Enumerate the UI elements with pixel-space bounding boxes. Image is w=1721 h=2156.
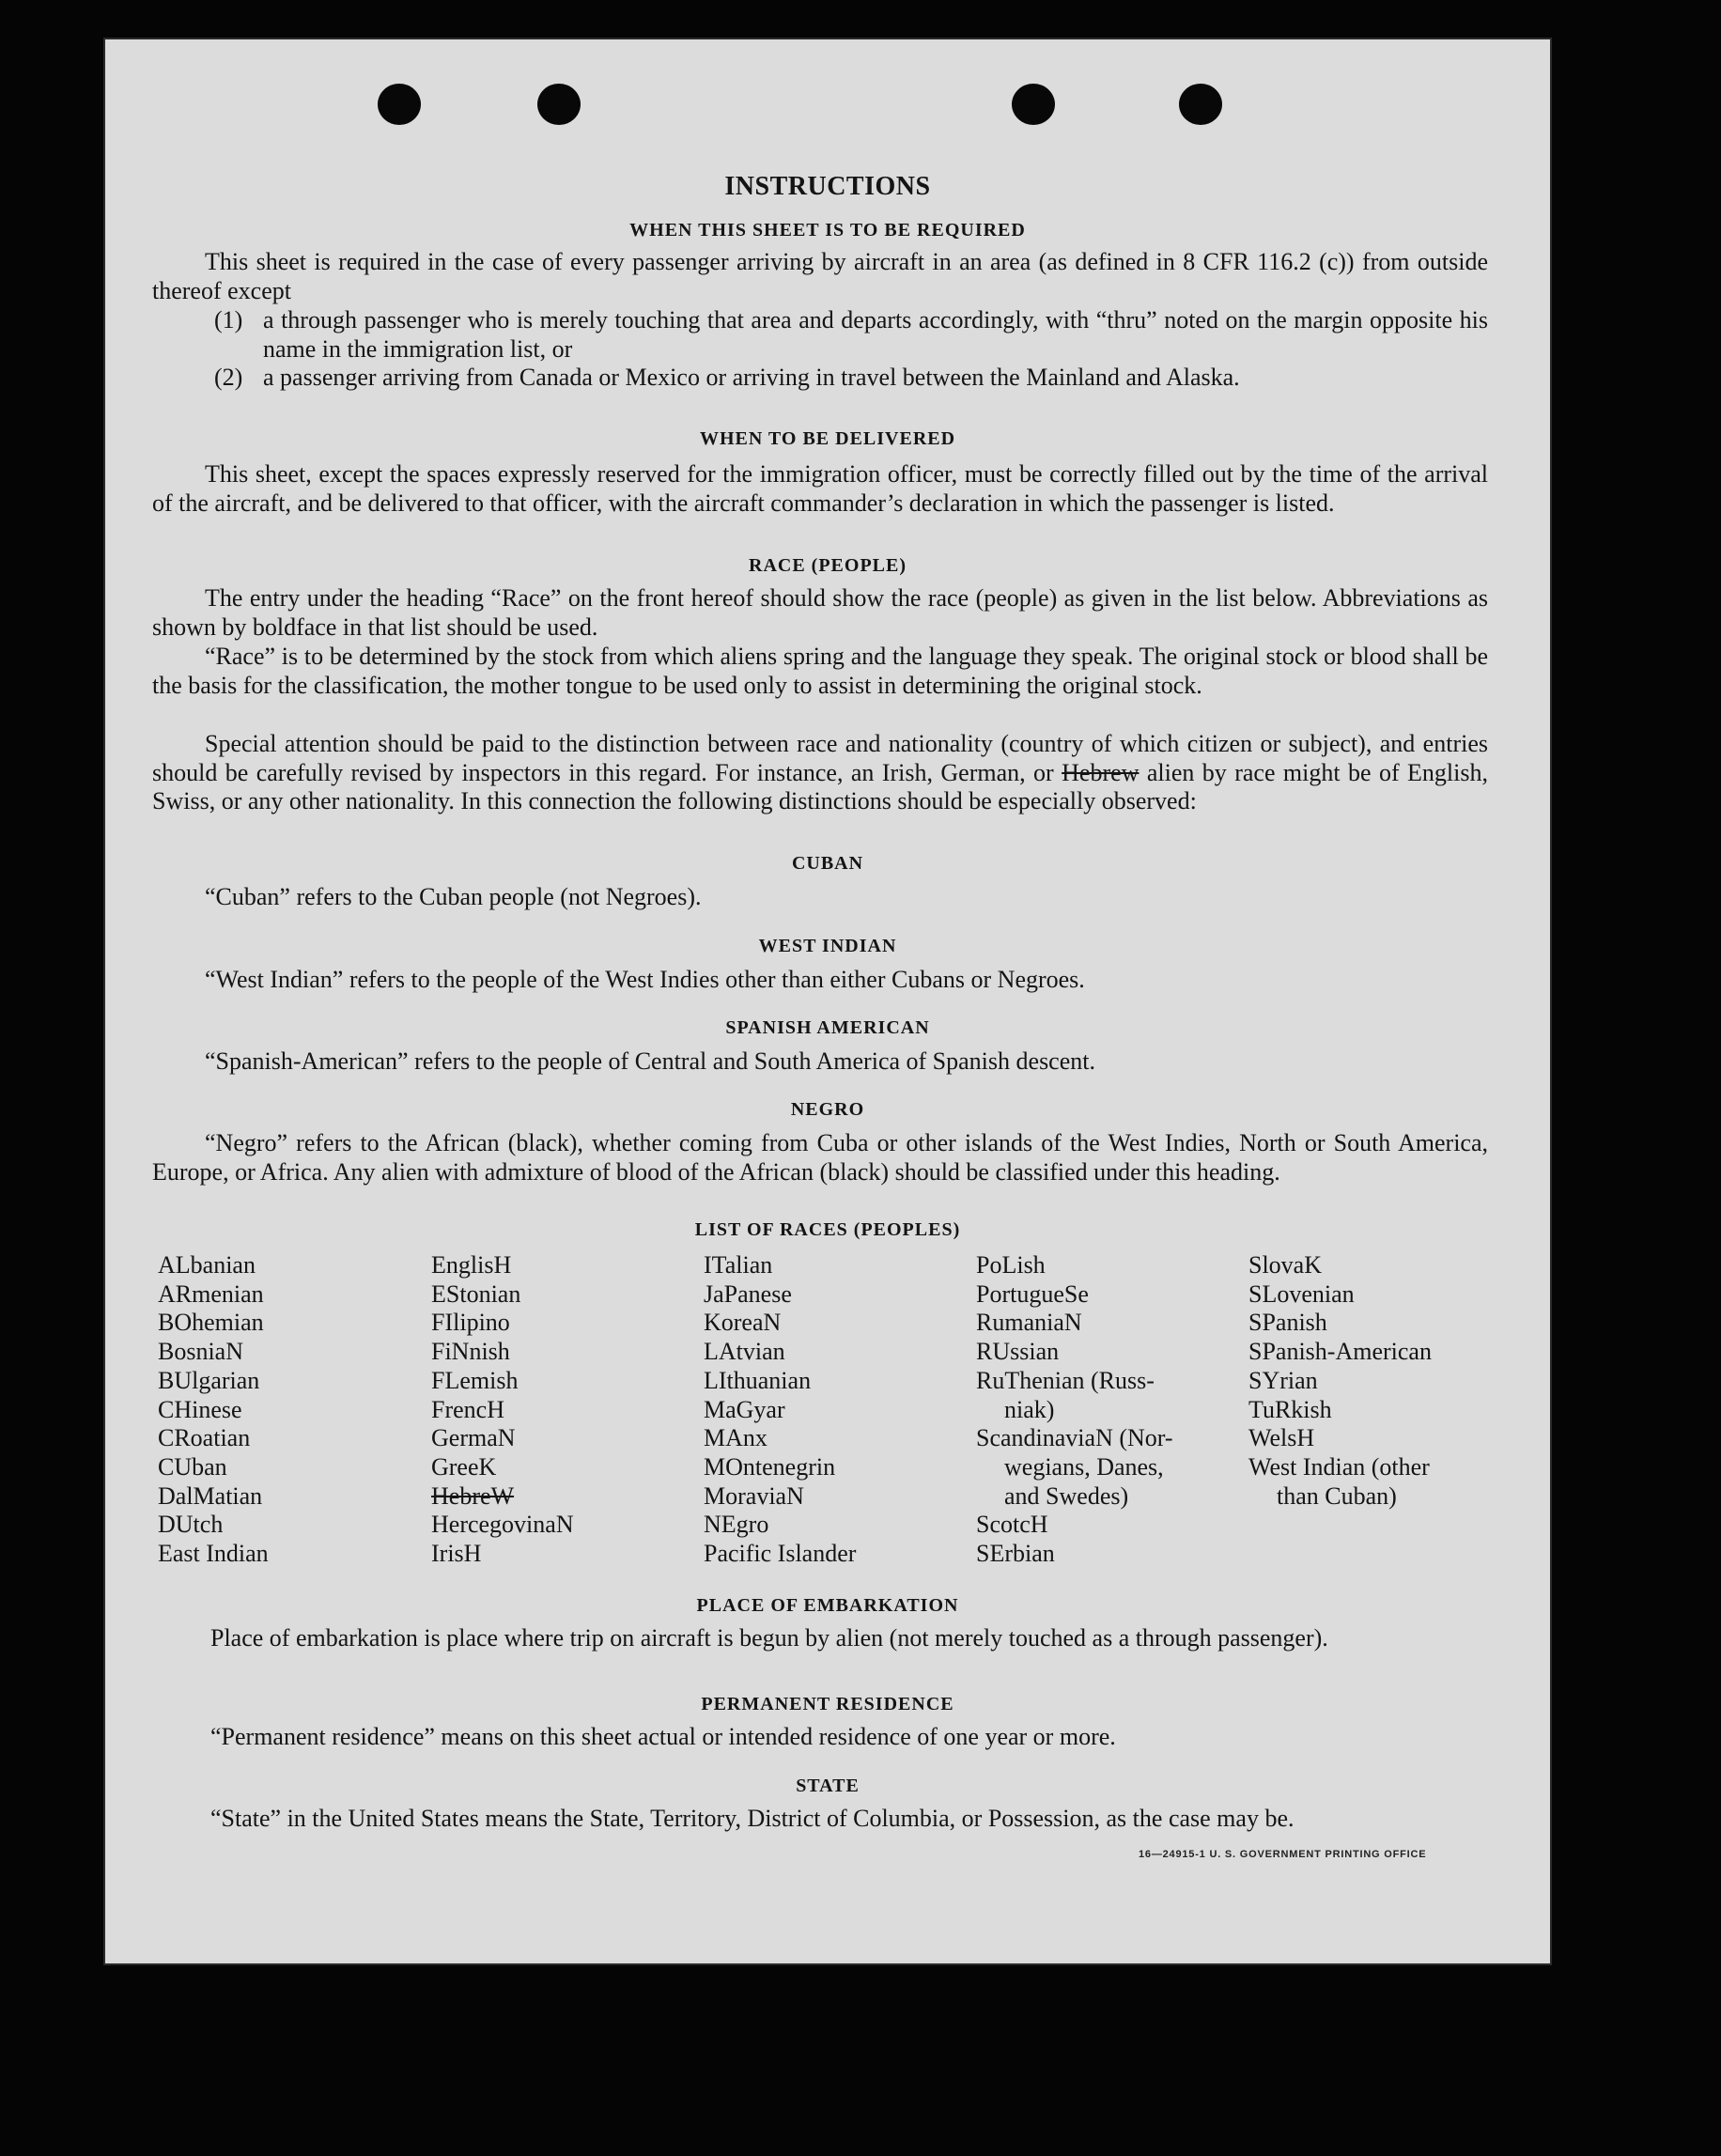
race-entry: East Indian (158, 1540, 269, 1568)
section-heading-when-delivered: WHEN TO BE DELIVERED (699, 428, 956, 449)
race-entry-struck: HebreW (431, 1481, 515, 1510)
race-entry: ITalian (704, 1251, 773, 1279)
race-entry-continuation: and Swedes) (1004, 1481, 1129, 1510)
race-entry: DUtch (158, 1511, 224, 1539)
race-paragraph-3-part-a: Special attention should be paid to the distinction between race and nationality (country of which citizen or subject), and entries should be carefully revised by inspectors in this regard. For instance, an Irish, German, or (152, 730, 1488, 786)
race-entry: HercegovinaN (431, 1511, 574, 1539)
race-list-column-1 (158, 1251, 421, 1569)
race-entry: Pacific Islander (704, 1540, 857, 1568)
exception-item-number: (2) (214, 364, 243, 391)
race-entry: FIlipino (431, 1309, 510, 1337)
race-entry: TuRkish (1248, 1395, 1332, 1423)
race-entry-continuation: than Cuban) (1277, 1481, 1397, 1510)
embarkation-definition: Place of embarkation is place where trip on aircraft is begun by alien (not merely touched as a through passenger). (210, 1624, 1328, 1652)
race-entry: IrisH (431, 1540, 482, 1568)
race-entry: SYrian (1248, 1366, 1318, 1394)
race-entry: CHinese (158, 1395, 242, 1423)
race-list-column-3 (704, 1251, 967, 1569)
punch-hole (1179, 84, 1222, 125)
punch-hole (1012, 84, 1055, 125)
race-paragraph-1: The entry under the heading “Race” on the front hereof should show the race (people) as given in the list below. Abbreviations as shown by boldface in that list should be used. (152, 584, 1488, 641)
race-entry: BOhemian (158, 1309, 264, 1337)
permanent-residence-definition: “Permanent residence” means on this sheet actual or intended residence of one year or more. (210, 1723, 1116, 1750)
section-heading-when-required: WHEN THIS SHEET IS TO BE REQUIRED (629, 220, 1026, 240)
race-entry: LIthuanian (704, 1366, 812, 1394)
negro-definition: “Negro” refers to the African (black), whether coming from Cuba or other islands of the West Indies, North or South America, Europe, or Africa. Any alien with admixture of blood of the African (black) should be classified under this heading. (152, 1129, 1488, 1186)
race-entry: NEgro (704, 1511, 769, 1539)
race-entry: SPanish-American (1248, 1338, 1432, 1366)
struck-word: Hebrew (1062, 758, 1140, 786)
west-indian-definition: “West Indian” refers to the people of the West Indies other than either Cubans or Negroes. (205, 966, 1085, 993)
section-heading-list-of-races: LIST OF RACES (PEOPLES) (694, 1219, 961, 1240)
section-heading-negro: NEGRO (790, 1099, 865, 1120)
race-entry: JaPanese (704, 1280, 792, 1308)
race-entry: EnglisH (431, 1251, 512, 1279)
race-entry: MOntenegrin (704, 1452, 836, 1481)
race-entry: ARmenian (158, 1280, 264, 1308)
race-paragraph-2: “Race” is to be determined by the stock from which aliens spring and the language they speak. The original stock or blood shall be the basis for the classification, the mother tongue to be used only to assist in determining the original stock. (152, 643, 1488, 699)
race-entry-continuation: wegians, Danes, (1004, 1452, 1164, 1481)
exception-item-text: a passenger arriving from Canada or Mexico or arriving in travel between the Mainland and Alaska. (263, 364, 1240, 391)
race-entry-continuation: niak) (1004, 1395, 1055, 1423)
race-entry: GreeK (431, 1452, 497, 1481)
instruction-sheet (105, 39, 1550, 1963)
race-list-column-2 (431, 1251, 694, 1569)
race-list-column-5 (1248, 1251, 1512, 1511)
race-entry: SLovenian (1248, 1280, 1355, 1308)
when-required-paragraph: This sheet is required in the case of every passenger arriving by aircraft in an area (as defined in 8 CFR 116.2 (c)) from outside thereof except (152, 248, 1488, 304)
section-heading-cuban: CUBAN (791, 853, 864, 874)
race-entry: EStonian (431, 1280, 521, 1308)
race-entry: PoLish (976, 1251, 1046, 1279)
race-paragraph-3-part-b: alien by race might be of English, Swiss, or any other nationality. In this connection the following distinctions should be especially observed: (152, 758, 1488, 814)
race-entry: SlovaK (1248, 1251, 1322, 1279)
race-entry: SPanish (1248, 1309, 1327, 1337)
section-heading-embarkation: PLACE OF EMBARKATION (696, 1595, 959, 1616)
section-heading-spanish-american: SPANISH AMERICAN (725, 1017, 930, 1038)
race-entry: LAtvian (704, 1338, 785, 1366)
race-entry: MoraviaN (704, 1481, 804, 1510)
race-entry: MAnx (704, 1424, 767, 1452)
punch-hole (537, 84, 581, 125)
exception-item-number: (1) (214, 306, 243, 333)
race-paragraph-3 (152, 730, 1488, 816)
section-heading-state: STATE (796, 1776, 860, 1796)
race-entry: ScotcH (976, 1511, 1048, 1539)
race-entry: ScandinaviaN (Nor- (976, 1424, 1173, 1452)
section-heading-west-indian: WEST INDIAN (758, 936, 897, 956)
race-entry: RumaniaN (976, 1309, 1082, 1337)
exception-item-2 (214, 364, 1488, 393)
race-entry: CRoatian (158, 1424, 251, 1452)
race-entry: DalMatian (158, 1481, 263, 1510)
race-entry: RuThenian (Russ- (976, 1366, 1155, 1394)
section-heading-race: RACE (PEOPLE) (749, 555, 907, 576)
spanish-american-definition: “Spanish-American” refers to the people of Central and South America of Spanish descent. (205, 1047, 1095, 1075)
race-entry: RUssian (976, 1338, 1060, 1366)
race-entry: GermaN (431, 1424, 516, 1452)
page-title: INSTRUCTIONS (724, 172, 931, 201)
exception-item-1 (214, 306, 1488, 364)
race-entry: PortugueSe (976, 1280, 1089, 1308)
race-entry: BUlgarian (158, 1366, 260, 1394)
race-entry: West Indian (other (1248, 1452, 1430, 1481)
race-entry: SErbian (976, 1540, 1055, 1568)
race-entry: FLemish (431, 1366, 519, 1394)
race-entry: FrencH (431, 1395, 504, 1423)
race-entry: FiNnish (431, 1338, 510, 1366)
printer-imprint: 16—24915-1 U. S. GOVERNMENT PRINTING OFFICE (1139, 1849, 1427, 1860)
race-entry: KoreaN (704, 1309, 782, 1337)
punch-hole (378, 84, 421, 125)
when-delivered-paragraph: This sheet, except the spaces expressly reserved for the immigration officer, must be correctly filled out by the time of the arrival of the aircraft, and be delivered to that officer, with the aircraft commander’s declaration in which the passenger is listed. (152, 460, 1488, 517)
cuban-definition: “Cuban” refers to the Cuban people (not Negroes). (205, 883, 702, 910)
race-entry: MaGyar (704, 1395, 785, 1423)
race-entry: WelsH (1248, 1424, 1315, 1452)
race-entry: BosniaN (158, 1338, 243, 1366)
exception-item-text: a through passenger who is merely touching that area and departs accordingly, with “thru” noted on the margin opposite his name in the immigration list, or (263, 306, 1488, 363)
race-entry: CUban (158, 1452, 227, 1481)
race-list-column-4 (976, 1251, 1239, 1569)
section-heading-permanent-residence: PERMANENT RESIDENCE (701, 1694, 954, 1714)
race-entry: ALbanian (158, 1251, 256, 1279)
state-definition: “State” in the United States means the State, Territory, District of Columbia, or Possession, as the case may be. (210, 1805, 1295, 1832)
